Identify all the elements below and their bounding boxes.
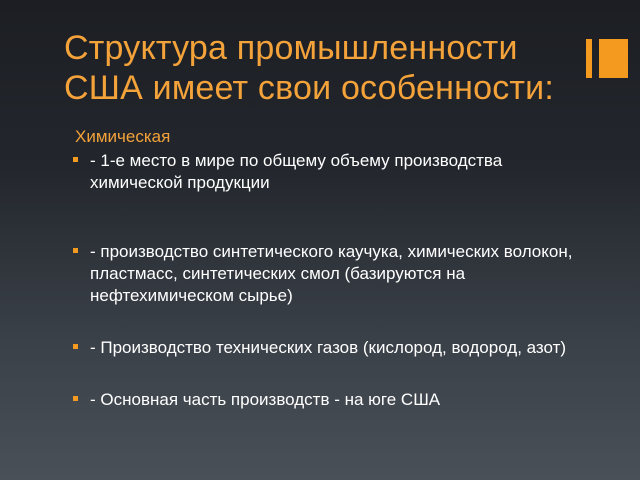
decorative-bar-right-fill <box>599 39 628 78</box>
decorative-bar-right <box>599 39 628 78</box>
bullet-square-icon <box>73 344 78 349</box>
bullet-item <box>73 241 593 307</box>
bullet-list <box>73 150 593 411</box>
bullet-item <box>73 150 593 194</box>
bullet-item <box>73 389 593 411</box>
bullet-text: - Основная часть производств - на юге США <box>90 390 441 409</box>
bullet-square-icon <box>73 396 78 401</box>
bullet-text: - производство синтетического каучука, химических волокон, пластмасс, синтетических смол (базируются на нефтехимическом сырье) <box>90 242 573 305</box>
bullet-text: - Производство технических газов (кислород, водород, азот) <box>90 338 567 357</box>
bullet-item <box>73 337 593 359</box>
bullet-square-icon <box>73 248 78 253</box>
bullet-text: - 1-е место в мире по общему объему производства химической продукции <box>90 151 503 192</box>
bullet-square-icon <box>73 157 78 162</box>
section-label: Химическая <box>75 127 171 146</box>
slide-title: Структура промышленности США имеет свои особенности: <box>64 29 555 107</box>
decorative-bar-left-fill <box>586 39 592 78</box>
